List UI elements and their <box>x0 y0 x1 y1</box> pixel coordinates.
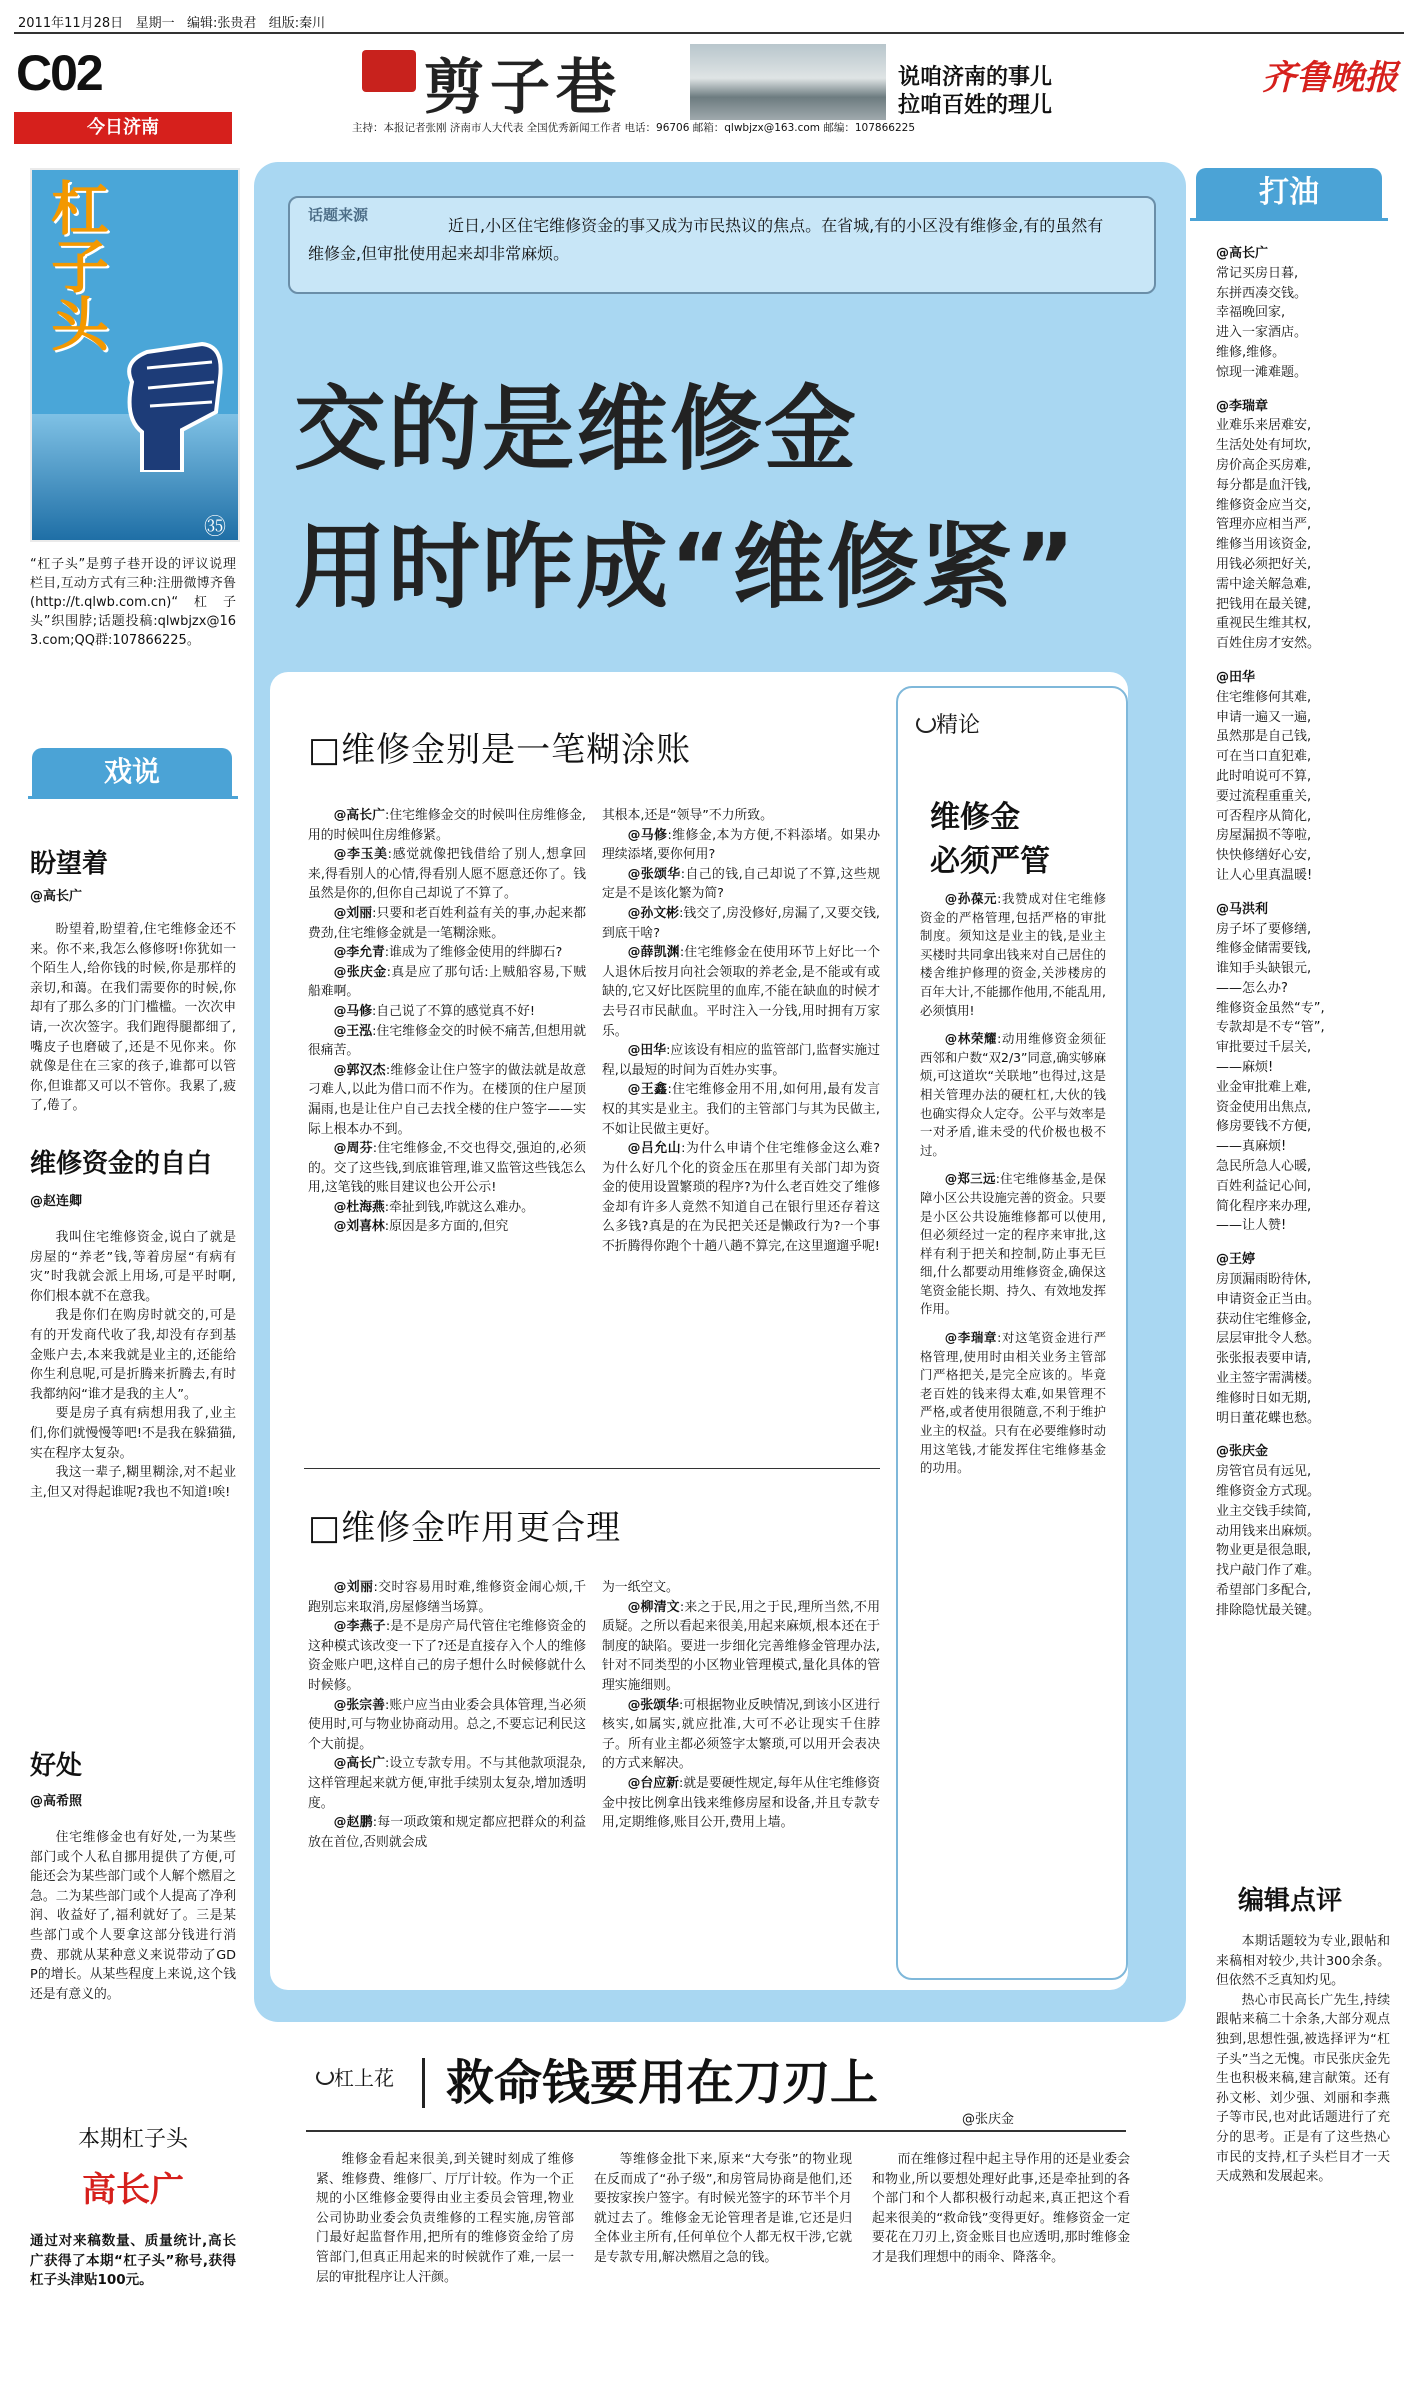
section-1-title: □维修金别是一笔糊涂账 <box>308 730 692 770</box>
poem-line: 用钱必须把好关, <box>1216 556 1312 572</box>
comment-text: 牵扯到钱,咋就这么难办。 <box>389 1199 534 1215</box>
poem-line: 快快修缮好心安, <box>1216 848 1312 864</box>
comment-text: 动用维修资金须征西邻和户数“双2/3”同意,确实够麻烦,可这道坎“关联地”也得过,这是相关管理办法的硬杠杠,大伙的钱也确实得众人定夺。公平与效率是一对矛盾,谁未受的代价极也极不过。 <box>920 1031 1107 1158</box>
poem <box>1216 1442 1392 1620</box>
comment-text: 设立专款专用。不与其他款项混杂,这样管理起来就方便,审批手续别太复杂,增加透明度。 <box>308 1756 587 1811</box>
comment-text: 我赞成对住宅维修资金的严格管理,包括严格的审批制度。须知这是业主的钱,是业主买楼时共同拿出钱来对自己居住的楼舍维护修理的资金,关涉楼房的百年大计,不能挪作他用,不能乱用,必须慎用! <box>920 891 1107 1018</box>
comment-text: 钱交了,房没修好,房漏了,又要交钱,到底干啥? <box>602 905 881 941</box>
left-article-3-title: 好处 <box>30 1751 83 1781</box>
poem-line: 维修资金方式现。 <box>1216 1484 1321 1500</box>
poem-line: 要过流程重重关, <box>1216 788 1312 804</box>
comment-text: 原因是多方面的,但究 <box>389 1219 509 1235</box>
comment-text: 来之于民,用之于民,理所当然,不用质疑。之所以看起来很美,用起来麻烦,根本还在于制度的缺陷。要进一步细化完善维修金管理办法,针对不同类型的小区物业管理模式,量化具体的管理实施细则。 <box>602 1599 880 1693</box>
reader-comment: @台应新:就是要硬性规定,每年从住宅维修资金中按比例拿出钱来维修房屋和设备,并且专款专用,定期维修,账目公开,费用上墙。 <box>602 1775 881 1831</box>
poem-line: 幸福晚回家, <box>1216 305 1286 321</box>
newspaper-logo: 齐鲁晚报 <box>1262 58 1398 98</box>
comment-author: @刘丽 <box>333 905 373 921</box>
reader-comment: @郑三远:住宅维修基金,是保障小区公共设施完善的资金。只要是小区公共设施维修都可以使用,但必须经过一定的程序来审批,这样有利于把关和控制,防止事无巨细,什么都要动用维修资金,确保这笔资金能长期、持久、有效地发挥作用。 <box>920 1171 1106 1317</box>
top-rule <box>14 32 1404 34</box>
left-article-3-author: @高希照 <box>30 1794 83 1809</box>
reader-comment: @孙葆元:我赞成对住宅维修资金的严格管理,包括严格的审批制度。须知这是业主的钱,是业主买楼时共同拿出钱来对自己居住的楼舍维护修理的资金,关涉楼房的百年大计,不能挪作他用,不能乱用,必须慎用! <box>920 891 1107 1018</box>
xishuo-rule <box>28 796 238 799</box>
poem <box>1216 1250 1392 1428</box>
topic-tag: 话题来源 <box>308 206 369 224</box>
comment-author: @杜海燕 <box>333 1199 385 1215</box>
reader-comment: @周芬:住宅维修金,不交也得交,强迫的,必须的。交了这些钱,到底谁管理,谁又监管这些钱怎么用,这笔钱的账目建议也公开公示! <box>308 1141 586 1196</box>
jinglun-title-1: 维修金 <box>930 800 1020 835</box>
reader-comment: @林荣耀:动用维修资金须征西邻和户数“双2/3”同意,确实够麻烦,可这道坎“关联地”也得过,这是相关管理办法的硬杠杠,大伙的钱也确实得众人定夺。公平与效率是一对矛盾,谁未受的代价极也极不过。 <box>920 1031 1107 1158</box>
comment-author: @高长广 <box>333 1756 385 1772</box>
poem-line: 排除隐忧最关键。 <box>1216 1602 1321 1618</box>
poem-line: 维修时日如无期, <box>1216 1390 1312 1406</box>
poem-line: 业难乐来居难安, <box>1216 418 1312 434</box>
comment-text: 每一项政策和规定都应把群众的利益放在首位,否则就会成 <box>308 1815 587 1850</box>
comment-text: 真是应了那句话:上贼船容易,下贼船难啊。 <box>308 964 586 1000</box>
left-article-1-body <box>30 920 236 1116</box>
poem-line: ——怎么办? <box>1216 980 1288 996</box>
comment-text: 就是要硬性规定,每年从住宅维修资金中按比例拿出钱来维修房屋和设备,并且专款专用,定期维修,账目公开,费用上墙。 <box>602 1775 881 1831</box>
reader-comment: @吕允山:为什么申请个住宅维修金这么难?为什么好几个化的资金压在那里有关部门却为资金的使用设置繁琐的程序?为什么老百姓交了维修金却有许多人竟然不知道自己在银行里还存着这么多钱?真是的在为民把关还是懒政行为?一个事不折腾得你跑个十趟八趟不算完,在这里遛遛乎呢! <box>602 1141 881 1255</box>
page-code: C02 <box>16 45 102 101</box>
poem-line: 房屋漏损不等啦, <box>1216 828 1312 844</box>
comment-author: @马修 <box>333 1003 372 1019</box>
section-2-title: □维修金咋用更合理 <box>308 1508 622 1548</box>
comment-text: 住宅维修金在使用环节上好比一个人退休后按月向社会领取的养老金,是不能或有或缺的,它又好比医院里的血库,不能在缺血的时候才去号召市民献血。平时注入一分钱,用时拥有万家乐。 <box>602 945 881 1039</box>
poem-line: 房子坏了要修缮, <box>1216 921 1312 937</box>
bottom-title: 救命钱要用在刀刃上 <box>446 2055 879 2111</box>
reader-comment: @刘喜林:原因是多方面的,但究 <box>333 1219 509 1235</box>
brand-box <box>30 168 240 542</box>
poem <box>1216 668 1392 886</box>
comment-text: 自己说了不算的感觉真不好! <box>376 1003 535 1019</box>
comment-author: @张颂华 <box>627 1697 679 1713</box>
reader-comment: @马修:自己说了不算的感觉真不好! <box>333 1003 535 1019</box>
poem-line: 常记买房日暮, <box>1216 265 1299 281</box>
paragraph: 本期话题较为专业,跟帖和来稿相对较少,共计300余条。但依然不乏真知灼见。 <box>1216 1934 1390 1989</box>
paragraph: 住宅维修金也有好处,一为某些部门或个人私自挪用提供了方便,可能还会为某些部门或个人解个燃眉之急。二为某些部门或个人提高了净利润、收益好了,福利就好了。三是某些部门或个人要拿这部分钱进行消费、那就从某种意义来说带动了GDP的增长。从某些程度上来说,这个钱还是有意义的。 <box>30 1830 236 2002</box>
poem-line: 此时咱说可不算, <box>1216 768 1312 784</box>
comment-author: @台应新 <box>627 1775 679 1791</box>
poem-line: 维修资金虽然“专”, <box>1216 1000 1325 1016</box>
poem-line: 专款却是不专“管”, <box>1216 1020 1325 1036</box>
comment-text: 自己的钱,自己却说了不算,这些规定是不是该化繁为简? <box>602 866 880 902</box>
poem-line: 审批要过千层关, <box>1216 1040 1312 1056</box>
dayou-rule <box>1190 218 1388 221</box>
jinglun-body <box>920 890 1106 1488</box>
left-article-3-body <box>30 1828 236 2004</box>
comment-text: 住宅维修金交的时候不痛苦,但想用就很痛苦。 <box>308 1023 586 1059</box>
comment-author: @郭汉杰 <box>333 1062 386 1078</box>
reader-comment: @张颂华:自己的钱,自己却说了不算,这些规定是不是该化繁为简? <box>602 866 880 902</box>
dayou-tab: 打油 <box>1196 168 1382 218</box>
poem-author: @李瑞章 <box>1216 398 1269 414</box>
poem-line: 谁知手头缺银元, <box>1216 961 1312 977</box>
poem-line: 动用钱来出麻烦。 <box>1216 1523 1321 1539</box>
topic-text: 近日,小区住宅维修资金的事又成为市民热议的焦点。在省城,有的小区没有维修金,有的虽然有维修金,但审批使用起来却非常麻烦。 <box>308 216 1104 263</box>
paragraph: 热心市民高长广先生,持续跟帖来稿二十余条,大部分观点独到,思想性强,被选择评为“杠子头”当之无愧。市民张庆金先生也积极来稿,建言献策。还有孙文彬、刘少强、刘丽和李燕子等市民,也对此话题进行了充分的思考。正是有了这些热心市民的支持,杠子头栏目才一天天成熟和发展起来。 <box>1216 1992 1390 2185</box>
comment-author: @赵鹏 <box>333 1815 373 1831</box>
poem-line: 房管官员有远见, <box>1216 1464 1312 1480</box>
reader-comment: @张庆金:真是应了那句话:上贼船容易,下贼船难啊。 <box>308 964 586 1000</box>
reader-comment: @李燕子:是不是房产局代管住宅维修资金的这种模式该改变一下了?还是直接存入个人的维修资金账户吧,这样自己的房子想什么时候修就什么时候修。 <box>308 1619 587 1693</box>
poem-line: 可在当口直犯难, <box>1216 749 1312 765</box>
editor-comment-title: 编辑点评 <box>1237 1886 1342 1916</box>
poem-line: 业主交钱手续简, <box>1216 1503 1312 1519</box>
comment-text: 住宅维修金用不用,如何用,最有发言权的其实是业主。我们的主管部门与其为民做主,不如让民做主更好。 <box>602 1082 881 1137</box>
poem-line: 住宅维修何其难, <box>1216 689 1312 705</box>
poem-line: 重视民生维其权, <box>1216 616 1312 632</box>
left-article-1-title: 盼望着 <box>30 849 109 879</box>
reader-comment: @柳清文:来之于民,用之于民,理所当然,不用质疑。之所以看起来很美,用起来麻烦,根本还在于制度的缺陷。要进一步细化完善维修金管理办法,针对不同类型的小区物业管理模式,量化具体的管理实施细则。 <box>602 1599 880 1693</box>
poem-line: 层层审批令人愁。 <box>1216 1331 1321 1347</box>
comment-author: @高长广 <box>333 808 385 823</box>
poem-line: 虽然那是自己钱, <box>1216 729 1312 745</box>
poem-line: 维修资金应当交, <box>1216 497 1312 513</box>
section-1-col-1 <box>308 806 586 1237</box>
comment-author: @柳清文 <box>627 1599 680 1615</box>
comment-text: 谁成为了维修金使用的绊脚石? <box>389 945 563 961</box>
poem-line: 资金使用出焦点, <box>1216 1099 1312 1115</box>
bottom-author: @张庆金 <box>962 2112 1015 2127</box>
poem-line: 百姓利益记心间, <box>1216 1178 1312 1194</box>
comment-text: 住宅维修金交的时候叫住房维修金,用的时候叫住房维修紧。 <box>308 808 587 843</box>
poem <box>1216 244 1392 383</box>
poem-line: 找户敲门作了难。 <box>1216 1563 1321 1579</box>
reader-comment: @刘丽:只要和老百姓利益有关的事,办起来都费劲,住宅维修金就是一笔糊涂账。 <box>308 905 586 941</box>
poem-line: 维修当用该资金, <box>1216 537 1312 553</box>
left-article-2-author: @赵连卿 <box>30 1194 83 1209</box>
brand-title: 杠子头 <box>41 178 109 352</box>
left-article-2-body <box>30 1228 236 1502</box>
paragraph: 我这一辈子,糊里糊涂,对不起业主,但又对得起谁呢?我也不知道!唉! <box>30 1465 236 1500</box>
poem-line: 需中途关解急难, <box>1216 576 1312 592</box>
comment-text: 感觉就像把钱借给了别人,想拿回来,得看别人的心情,得看别人愿不愿意还你了。钱虽然是你的,但你自己却说了不算了。 <box>308 847 587 902</box>
comment-text: 交时容易用时难,维修资金闹心烦,千跑别忘来取消,房屋修缮当场算。 <box>308 1580 587 1615</box>
editor-credit: 编辑:张贵君 <box>187 16 257 31</box>
poem-line: 房顶漏雨盼待休, <box>1216 1272 1312 1288</box>
comment-author: @李燕子 <box>333 1619 386 1635</box>
poem-line: 业主签字需满楼。 <box>1216 1371 1321 1387</box>
poem-author: @马洪利 <box>1216 901 1269 917</box>
jinglun-label-text: 精论 <box>936 713 981 738</box>
comment-text: 是不是房产局代管住宅维修资金的这种模式该改变一下了?还是直接存入个人的维修资金账户吧,这样自己的房子想什么时候修就什么时候修。 <box>308 1619 587 1693</box>
paragraph: 盼望着,盼望着,住宅维修金还不来。你不来,我怎么修修呀!你犹如一个陌生人,给你钱的时候,你是那样的亲切,和蔼。在我们需要你的时候,你却有了那么多的门门槛槛。一次次申请,一次次签字。我们跑得腿都细了,嘴皮子也磨破了,还是不见你来。你就像是住在三家的孩子,谁都可以管你,但谁都又可以不管你。我累了,疲了,倦了。 <box>30 922 236 1114</box>
reader-comment: @王鑫:住宅维修金用不用,如何用,最有发言权的其实是业主。我们的主管部门与其为民做主,不如让民做主更好。 <box>602 1082 881 1137</box>
bottom-rule <box>306 2130 1126 2132</box>
poem-line: ——让人赞! <box>1216 1218 1287 1234</box>
comment-author: @田华 <box>627 1043 667 1059</box>
reader-comment: @高长广:住宅维修金交的时候叫住房维修金,用的时候叫住房维修紧。 <box>308 808 587 843</box>
poem-line: 把钱用在最关键, <box>1216 596 1312 612</box>
poem-line: 物业更是很急眼, <box>1216 1543 1312 1559</box>
poem-line: 让人心里真温暖! <box>1216 867 1313 883</box>
reader-comment: @李玉美:感觉就像把钱借给了别人,想拿回来,得看别人的心情,得看别人愿不愿意还你了。钱虽然是你的,但你自己却说了不算了。 <box>308 847 587 902</box>
fist-icon <box>112 322 232 472</box>
reader-comment: @王泓:住宅维修金交的时候不痛苦,但想用就很痛苦。 <box>308 1023 586 1059</box>
poem-line: 简化程序来办理, <box>1216 1198 1312 1214</box>
poem-line: 获动住宅维修金, <box>1216 1311 1312 1327</box>
section-1-col-2 <box>602 806 880 1257</box>
bottom-col-1: 维修金看起来很美,到关键时刻成了维修紧、维修费、维修厂、厅厅计较。作为一个正规的小区维修金要得由业主委员会管理,物业公司协助业委会负责维修的工程实施,房管部门最好起监督作用,把所有的维修资金给了房管部门,但真正用起来的时候就作了难,一层一层的审批程序让人汗颜。 <box>316 2152 574 2285</box>
jinglun-label <box>916 708 980 739</box>
left-article-2-title: 维修资金的自白 <box>30 1149 213 1179</box>
reader-comment: @田华:应该设有相应的监管部门,监督实施过程,以最短的时间为百姓办实事。 <box>602 1043 880 1078</box>
reader-comment: @孙文彬:钱交了,房没修好,房漏了,又要交钱,到底干啥? <box>602 905 881 941</box>
bubble-icon <box>316 2069 334 2085</box>
comment-text: 应该设有相应的监管部门,监督实施过程,以最短的时间为百姓办实事。 <box>602 1043 880 1078</box>
comment-author: @王鑫 <box>627 1082 668 1098</box>
poem-line: 百姓住房才安然。 <box>1216 636 1321 652</box>
reader-comment: @马修:维修金,本为方便,不料添堵。如果办理续添堵,要你何用? <box>602 827 881 863</box>
poem-line: 申请资金正当由。 <box>1216 1291 1321 1307</box>
bottom-col-2: 等维修金批下来,原来“大夸张”的物业现在反而成了“孙子级”,和房管局协商是他们,还要按家挨户签字。有时候光签字的环节半个月就过去了。维修金无论管理者是谁,它还是归全体业主所有,任何单位个人都无权干涉,它就是专款专用,解决燃眉之急的钱。 <box>594 2152 852 2265</box>
poem-line: 维修,维修。 <box>1216 344 1286 360</box>
editor-comment-body <box>1216 1932 1390 2187</box>
comment-author: @周芬 <box>333 1141 373 1157</box>
column-masthead-title: 剪子巷 <box>424 53 622 123</box>
section-name: 今日济南 <box>14 112 232 144</box>
comment-text: 维修金让住户签字的做法就是故意刁难人,以此为借口而不作为。在楼顶的住户屋顶漏雨,也是让住户自己去找全楼的住户签字——实际上根本办不到。 <box>308 1062 587 1137</box>
poem-line: 东拼西凑交钱。 <box>1216 285 1308 301</box>
xishuo-tab: 戏说 <box>32 748 232 796</box>
award-label: 本期杠子头 <box>77 2127 188 2152</box>
reader-comment: @薛凯渊:住宅维修金在使用环节上好比一个人退休后按月向社会领取的养老金,是不能或有或缺的,它又好比医院里的血库,不能在缺血的时候才去号召市民献血。平时注入一分钱,用时拥有万家乐。 <box>602 945 881 1039</box>
poem-line: 申请一遍又一遍, <box>1216 709 1312 725</box>
reader-comment: @李允青:谁成为了维修金使用的绊脚石? <box>333 945 563 961</box>
poem-line: 维修金储需要钱, <box>1216 941 1312 957</box>
paragraph: 我叫住宅维修资金,说白了就是房屋的“养老”钱,等着房屋“有病有灾”时我就会派上用场,可是平时啊,你们根本就不在意我。 <box>30 1230 236 1304</box>
poem-line: 急民所急人心暖, <box>1216 1159 1312 1175</box>
poem-author: @田华 <box>1216 669 1256 685</box>
reader-comment: @张宗善:账户应当由业委会具体管理,当必须使用时,可与物业协商动用。总之,不要忘记利民这个大前提。 <box>308 1697 587 1752</box>
designer-credit: 组版:秦川 <box>268 16 326 31</box>
comment-author: @李瑞章 <box>944 1330 998 1346</box>
poem-author: @王婷 <box>1216 1252 1256 1268</box>
continued-text: 为一纸空文。 <box>602 1580 679 1595</box>
poem-line: 明日董花蝶也愁。 <box>1216 1410 1321 1426</box>
jinglun-title-2: 必须严管 <box>930 844 1050 879</box>
slogan-line-2: 拉咱百姓的理儿 <box>898 93 1053 118</box>
poem-author: @高长广 <box>1216 246 1269 261</box>
top-meta-bar <box>18 12 325 31</box>
poem-line: 修房要钱不方便, <box>1216 1119 1312 1135</box>
comment-text: 只要和老百姓利益有关的事,办起来都费劲,住宅维修金就是一笔糊涂账。 <box>308 905 586 941</box>
continued-text: 其根本,还是“领导”不力所致。 <box>602 808 773 823</box>
comment-author: @马修 <box>627 827 668 843</box>
poem-line: 希望部门多配合, <box>1216 1583 1312 1598</box>
section-2-col-2 <box>602 1578 880 1833</box>
poem-line: 进入一家酒店。 <box>1216 325 1308 341</box>
poem-line: 管理亦应相当严, <box>1216 517 1312 533</box>
award-text: 通过对来稿数量、质量统计,高长广获得了本期“杠子头”称号,获得杠子头津贴100元。 <box>30 2233 236 2289</box>
award-name: 高长广 <box>82 2170 184 2210</box>
poem-line: ——麻烦! <box>1216 1060 1274 1076</box>
poem-line: 生活处处有坷坎, <box>1216 438 1312 454</box>
comment-text: 住宅维修金,不交也得交,强迫的,必须的。交了这些钱,到底谁管理,谁又监管这些钱怎么用,这笔钱的账目建议也公开公示! <box>308 1141 586 1196</box>
comment-author: @李玉美 <box>333 847 388 863</box>
bottom-label-rule <box>422 2058 425 2108</box>
poem <box>1216 900 1392 1237</box>
issue-weekday: 星期一 <box>135 16 175 31</box>
comment-text: 对这笔资金进行严格管理,使用时由相关业务主管部门严格把关,是完全应该的。毕竟老百姓的钱来得太难,如果管理不严格,或者使用很随意,不利于维护业主的权益。只有在必要维修时动用这笔钱,才能发挥住宅维修基金的功用。 <box>920 1330 1107 1476</box>
seal-icon <box>362 50 416 92</box>
reader-comment: @杜海燕:牵扯到钱,咋就这么难办。 <box>333 1199 534 1215</box>
comment-text: 维修金,本为方便,不料添堵。如果办理续添堵,要你何用? <box>602 827 881 863</box>
comment-author: @张庆金 <box>333 964 387 980</box>
bridge-photo <box>690 44 886 120</box>
brand-issue-number: ㉟ <box>204 515 227 540</box>
bottom-label <box>316 2062 394 2091</box>
slogan-line-1: 说咱济南的事儿 <box>898 65 1053 90</box>
reader-comment: @张颂华:可根据物业反映情况,到该小区进行核实,如属实,就应批准,大可不必让现实千住脖子。所有业主都必须签字太繁琐,可以用开会表决的方式来解决。 <box>602 1697 881 1772</box>
comment-author: @刘喜林 <box>333 1219 385 1235</box>
paragraph: 我是你们在购房时就交的,可是有的开发商代收了我,却没有存到基金账户去,本来我就是业主的,还能给你生利息呢,可是折腾来折腾去,有时我都纳闷“谁才是我的主人”。 <box>30 1308 236 1402</box>
comment-author: @孙葆元 <box>944 891 998 906</box>
comment-author: @张宗善 <box>333 1697 385 1713</box>
left-article-1-author: @高长广 <box>30 889 83 904</box>
bottom-label-text: 杠上花 <box>334 2066 394 2090</box>
reader-comment: @赵鹏:每一项政策和规定都应把群众的利益放在首位,否则就会成 <box>308 1815 587 1850</box>
poem-line: ——真麻烦! <box>1216 1139 1287 1155</box>
bottom-col-3: 而在维修过程中起主导作用的还是业委会和物业,所以要想处理好此事,还是牵扯到的各个部门和个人都积极行动起来,真正把这个看起来很美的“救命钱”变得更好。维修资金一定要花在刀刃上,资金账目也应透明,那时维修金才是我们理想中的雨伞、降落伞。 <box>872 2152 1130 2265</box>
poem <box>1216 397 1392 654</box>
comment-author: @刘丽 <box>333 1580 374 1595</box>
comment-text: 可根据物业反映情况,到该小区进行核实,如属实,就应批准,大可不必让现实千住脖子。所有业主都必须签字太繁琐,可以用开会表决的方式来解决。 <box>602 1697 881 1772</box>
paragraph: 要是房子真有病想用我了,业主们,你们就慢慢等吧!不是我在躲猫猫,实在程序太复杂。 <box>30 1406 236 1461</box>
brand-intro: “杠子头”是剪子巷开设的评议说理栏目,互动方式有三种:注册微博齐鲁(http://t.qlwb.com.cn)“杠子头”织围脖;话题投稿:qlwbjzx@163.com;QQ群:107866225。 <box>30 557 236 648</box>
bubble-icon <box>916 715 936 733</box>
comment-author: @林荣耀 <box>944 1031 998 1047</box>
poem-line: 业金审批难上难, <box>1216 1079 1312 1095</box>
comment-author: @孙文彬 <box>627 905 680 921</box>
issue-date: 2011年11月28日 <box>18 16 124 31</box>
comment-author: @张颂华 <box>627 866 681 882</box>
poems-column <box>1216 244 1392 1635</box>
poem-line: 张张报表要申请, <box>1216 1351 1312 1367</box>
comment-text: 为什么申请个住宅维修金这么难?为什么好几个化的资金压在那里有关部门却为资金的使用设置繁琐的程序?为什么老百姓交了维修金却有许多人竟然不知道自己在银行里还存着这么多钱?真是的在为民把关还是懒政行为?一个事不折腾得你跑个十趟八趟不算完,在这里遛遛乎呢! <box>602 1141 881 1255</box>
reader-comment: @李瑞章:对这笔资金进行严格管理,使用时由相关业务主管部门严格把关,是完全应该的。毕竟老百姓的钱来得太难,如果管理不严格,或者使用很随意,不利于维护业主的权益。只有在必要维修时动用这笔钱,才能发挥住宅维修基金的功用。 <box>920 1330 1107 1476</box>
section-2-col-1 <box>308 1578 586 1852</box>
comment-author: @郑三远 <box>944 1171 996 1187</box>
comment-author: @薛凯渊 <box>627 945 680 961</box>
masthead-info: 主持：本报记者张刚 济南市人大代表 全国优秀新闻工作者 电话：96706 邮箱：qlwbjzx@163.com 邮编：107866225 <box>352 122 915 134</box>
reader-comment: @刘丽:交时容易用时难,维修资金闹心烦,千跑别忘来取消,房屋修缮当场算。 <box>308 1580 587 1615</box>
headline-line-1: 交的是维修金 <box>294 376 859 483</box>
poem-line: 房价高企买房难, <box>1216 457 1312 473</box>
reader-comment: @高长广:设立专款专用。不与其他款项混杂,这样管理起来就方便,审批手续别太复杂,增加透明度。 <box>308 1756 587 1811</box>
comment-author: @王泓 <box>333 1023 373 1039</box>
headline-line-2: 用时咋成“维修紧” <box>294 514 1077 621</box>
poem-line: 可否程序从简化, <box>1216 808 1312 824</box>
comment-text: 账户应当由业委会具体管理,当必须使用时,可与物业协商动用。总之,不要忘记利民这个大前提。 <box>308 1697 587 1752</box>
poem-line: 每分都是血汗钱, <box>1216 477 1312 493</box>
comment-author: @李允青 <box>333 945 385 961</box>
section-divider <box>304 1468 880 1469</box>
poem-author: @张庆金 <box>1216 1444 1269 1460</box>
poem-line: 惊现一滩难题。 <box>1216 364 1308 380</box>
reader-comment: @郭汉杰:维修金让住户签字的做法就是故意刁难人,以此为借口而不作为。在楼顶的住户屋顶漏雨,也是让住户自己去找全楼的住户签字——实际上根本办不到。 <box>308 1062 587 1137</box>
comment-text: 住宅维修基金,是保障小区公共设施完善的资金。只要是小区公共设施维修都可以使用,但必须经过一定的程序来审批,这样有利于把关和控制,防止事无巨细,什么都要动用维修资金,确保这笔资金能长期、持久、有效地发挥作用。 <box>920 1171 1106 1317</box>
comment-author: @吕允山 <box>627 1141 682 1157</box>
